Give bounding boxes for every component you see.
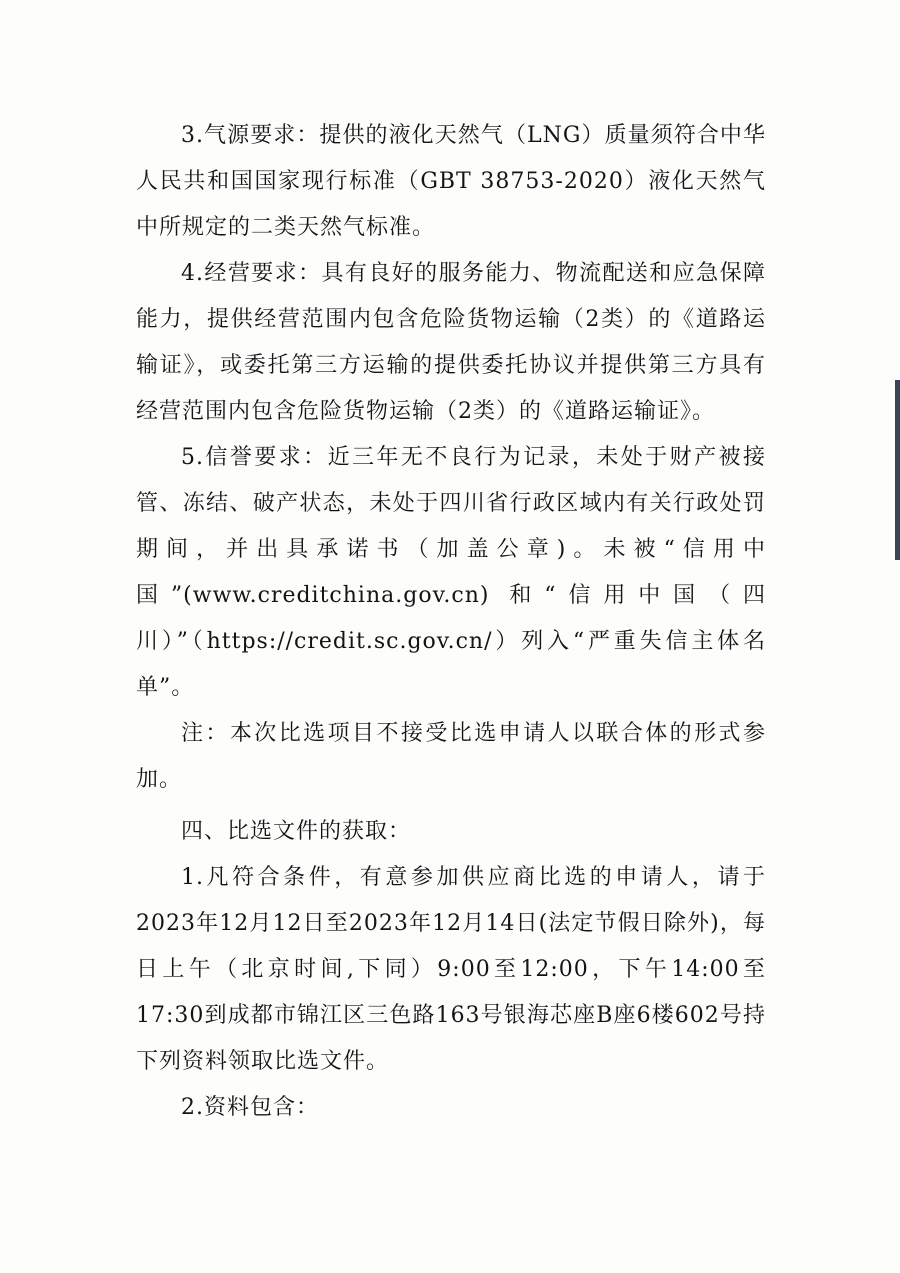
paragraph-note: 注：本次比选项目不接受比选申请人以联合体的形式参加。 — [136, 721, 766, 792]
section-heading: 四、比选文件的获取： — [181, 819, 412, 844]
paragraph-operation-requirement: 4.经营要求：具有良好的服务能力、物流配送和应急保障能力，提供经营范围内包含危险货物运输（2类）的《道路运输证》，或委托第三方运输的提供委托协议并提供第三方具有经营范围内包含危险货物运输（2类）的《道路运输证》。 — [136, 261, 766, 424]
paragraph-credit-requirement: 5.信誉要求：近三年无不良行为记录，未处于财产被接管、冻结、破产状态，未处于四川省行政区域内有关行政处罚期间，并出具承诺书（加盖公章)。未被“信用中国”(www.creditchina.gov.cn) 和“信用中国（四川）”（https://credit.sc.gov.cn/）列入“严重失信主体名单”。 — [136, 445, 766, 700]
paragraph-materials: 2.资料包含： — [181, 1095, 319, 1120]
paragraph-gas-source-requirement: 3.气源要求：提供的液化天然气（LNG）质量须符合中华人民共和国国家现行标准（GBT 38753-2020）液化天然气中所规定的二类天然气标准。 — [136, 123, 766, 240]
paragraph-acquisition-details: 1.凡符合条件，有意参加供应商比选的申请人，请于2023年12月12日至2023年12月14日(法定节假日除外)，每日上午（北京时间,下同）9:00至12:00，下午14:00至17:30到成都市锦江区三色路163号银海芯座B座6楼602号持下列资料领取比选文件。 — [136, 865, 766, 1074]
document-body — [136, 113, 766, 1131]
scan-edge-shadow — [895, 380, 900, 560]
